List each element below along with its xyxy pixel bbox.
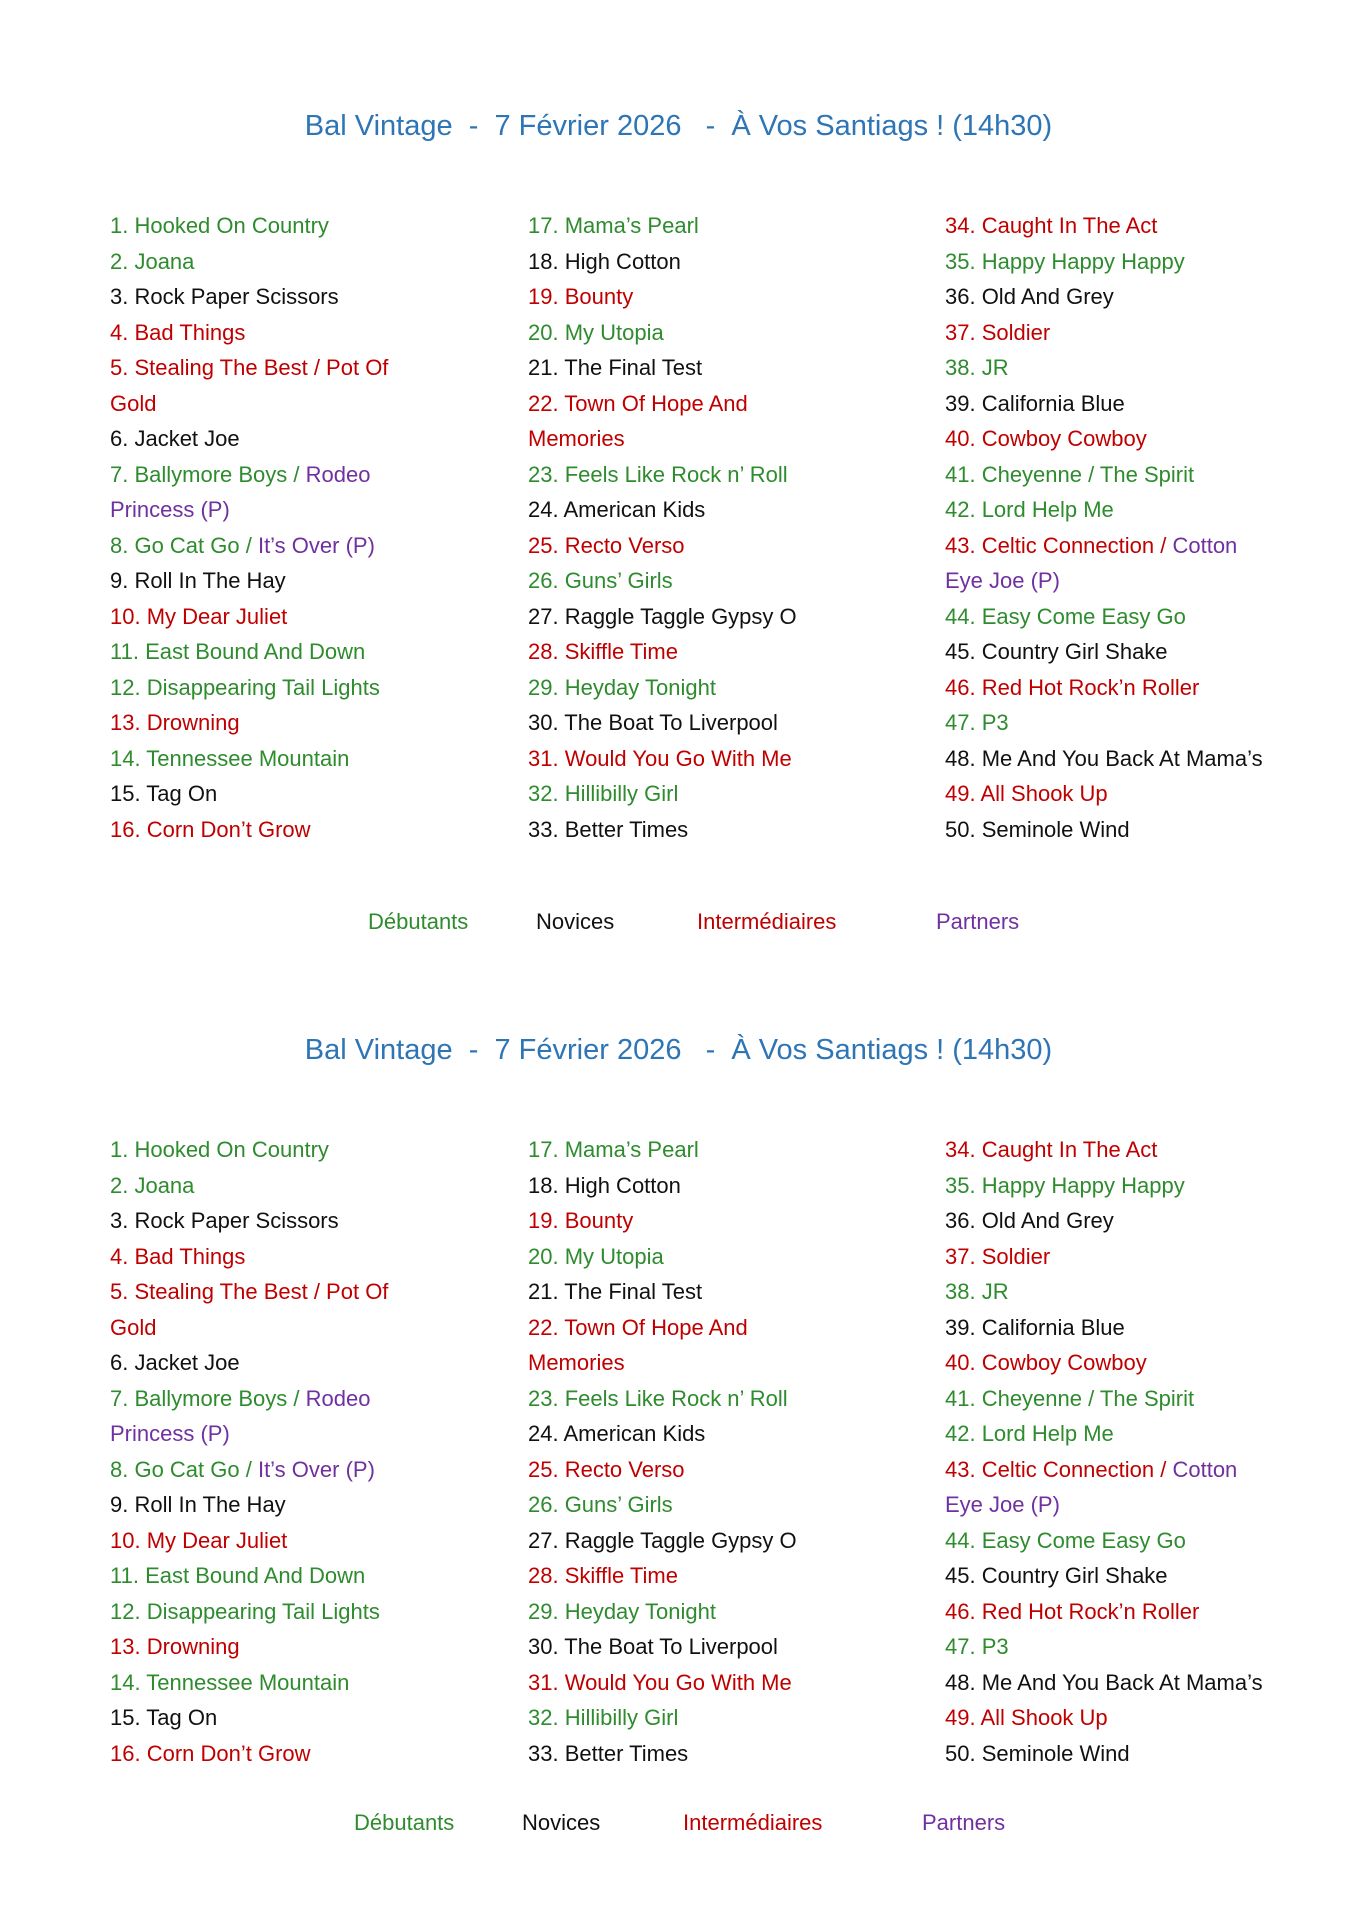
song-line: 48. Me And You Back At Mama’s [945, 1669, 1263, 1695]
legend-intermediaires: Intermédiaires [697, 909, 837, 934]
song-line: 13. Drowning [110, 710, 240, 735]
song-line: 45. Country Girl Shake [945, 639, 1168, 664]
song-line: 35. Happy Happy Happy [945, 248, 1185, 274]
song-line: 42. Lord Help Me [945, 497, 1114, 522]
song-line: 26. Guns’ Girls [528, 1492, 673, 1517]
song-line: 14. Tennessee Mountain [110, 1669, 350, 1695]
song-line: 10. My Dear Juliet [110, 1527, 288, 1553]
song-line: 34. Caught In The Act [945, 1137, 1158, 1162]
song-column-1 [110, 1132, 410, 1771]
song-line: 39. California Blue [945, 1314, 1125, 1340]
song-part-2: Cotton [1172, 1456, 1238, 1482]
song-part-2: Rodeo [305, 1385, 371, 1411]
song-column-3 [945, 1132, 1285, 1771]
song-line: 30. The Boat To Liverpool [528, 1634, 778, 1659]
song-line: 37. Soldier [945, 319, 1051, 345]
song-line: 4. Bad Things [110, 1243, 246, 1269]
song-line: 12. Disappearing Tail Lights [110, 1598, 380, 1624]
song-part-2: It’s Over (P) [257, 1456, 375, 1482]
song-line: 20. My Utopia [528, 1243, 664, 1269]
song-line: 17. Mama’s Pearl [528, 213, 699, 238]
song-line: 6. Jacket Joe [110, 1350, 240, 1375]
song-line: 50. Seminole Wind [945, 816, 1130, 842]
song-line: 21. The Final Test [528, 355, 703, 380]
song-line: Princess (P) [110, 497, 230, 522]
song-line: 25. Recto Verso [528, 532, 685, 558]
song-line: 36. Old And Grey [945, 1208, 1114, 1233]
song-part-2: It’s Over (P) [257, 532, 375, 558]
song-line: 17. Mama’s Pearl [528, 1137, 699, 1162]
song-line: 41. Cheyenne / The Spirit [945, 1385, 1195, 1411]
page-title: Bal Vintage - 7 Février 2026 - À Vos Santiags ! (14h30) [304, 1034, 1053, 1066]
song-line: Gold [110, 1314, 157, 1340]
song-line: 50. Seminole Wind [945, 1740, 1130, 1766]
song-line: 13. Drowning [110, 1634, 240, 1659]
song-line: 42. Lord Help Me [945, 1421, 1114, 1446]
song-line: Eye Joe (P) [945, 568, 1060, 593]
song-line: 33. Better Times [528, 1740, 689, 1766]
song-line: 31. Would You Go With Me [528, 1669, 792, 1695]
song-line: 2. Joana [110, 1172, 195, 1198]
legend-partners: Partners [936, 909, 1020, 934]
song-line: Eye Joe (P) [945, 1492, 1060, 1517]
song-line: 28. Skiffle Time [528, 1563, 678, 1588]
song-line: 29. Heyday Tonight [528, 674, 716, 700]
song-line: 11. East Bound And Down [110, 1563, 366, 1588]
song-part-1: 43. Celtic Connection / [945, 1456, 1173, 1482]
song-line: 27. Raggle Taggle Gypsy O [528, 603, 797, 629]
song-line: 23. Feels Like Rock n’ Roll [528, 1385, 788, 1411]
song-line: 1. Hooked On Country [110, 1137, 329, 1162]
song-line: 9. Roll In The Hay [110, 568, 286, 593]
song-line: 18. High Cotton [528, 248, 681, 274]
song-line: 20. My Utopia [528, 319, 664, 345]
song-part-1: 43. Celtic Connection / [945, 532, 1173, 558]
song-line: 47. P3 [945, 1634, 1009, 1659]
song-line: 12. Disappearing Tail Lights [110, 674, 380, 700]
song-part-1: 7. Ballymore Boys / [110, 1385, 306, 1411]
song-line: 40. Cowboy Cowboy [945, 426, 1147, 451]
song-line: 23. Feels Like Rock n’ Roll [528, 461, 788, 487]
song-line: 40. Cowboy Cowboy [945, 1350, 1147, 1375]
song-line [110, 1381, 410, 1417]
song-line: 49. All Shook Up [945, 1705, 1108, 1730]
song-line: 9. Roll In The Hay [110, 1492, 286, 1517]
song-line: 30. The Boat To Liverpool [528, 710, 778, 735]
song-line: 46. Red Hot Rock’n Roller [945, 674, 1200, 700]
song-line: 34. Caught In The Act [945, 213, 1158, 238]
song-line: 37. Soldier [945, 1243, 1051, 1269]
song-part-1: 8. Go Cat Go / [110, 532, 258, 558]
song-line: 48. Me And You Back At Mama’s [945, 745, 1263, 771]
song-line: 4. Bad Things [110, 319, 246, 345]
song-line: 21. The Final Test [528, 1279, 703, 1304]
song-line: 38. JR [945, 1279, 1009, 1304]
song-part-1: 8. Go Cat Go / [110, 1456, 258, 1482]
song-line: 5. Stealing The Best / Pot Of [110, 355, 389, 380]
legend-novices: Novices [522, 1810, 601, 1835]
song-line: 19. Bounty [528, 284, 634, 309]
song-line: 44. Easy Come Easy Go [945, 603, 1186, 629]
song-line: 24. American Kids [528, 497, 706, 522]
song-line: 44. Easy Come Easy Go [945, 1527, 1186, 1553]
song-line: 16. Corn Don’t Grow [110, 816, 311, 842]
song-line: Memories [528, 1350, 625, 1375]
song-line: 15. Tag On [110, 781, 218, 806]
song-line: 11. East Bound And Down [110, 639, 366, 664]
song-column-2 [528, 1132, 828, 1771]
song-line: 38. JR [945, 355, 1009, 380]
song-line: 24. American Kids [528, 1421, 706, 1446]
song-line: 22. Town Of Hope And [528, 1314, 748, 1340]
song-line: 22. Town Of Hope And [528, 390, 748, 416]
song-line: 49. All Shook Up [945, 781, 1108, 806]
song-part-1: 7. Ballymore Boys / [110, 461, 306, 487]
song-line: 19. Bounty [528, 1208, 634, 1233]
song-line: 29. Heyday Tonight [528, 1598, 716, 1624]
song-line: 25. Recto Verso [528, 1456, 685, 1482]
song-line: 2. Joana [110, 248, 195, 274]
legend-novices: Novices [536, 909, 615, 934]
song-line: 39. California Blue [945, 390, 1125, 416]
song-part-2: Cotton [1172, 532, 1238, 558]
song-line: 47. P3 [945, 710, 1009, 735]
song-line: 15. Tag On [110, 1705, 218, 1730]
song-line: 27. Raggle Taggle Gypsy O [528, 1527, 797, 1553]
legend-partners: Partners [922, 1810, 1006, 1835]
song-line: 36. Old And Grey [945, 284, 1114, 309]
song-line [110, 1452, 410, 1488]
song-line: 28. Skiffle Time [528, 639, 678, 664]
song-line: 45. Country Girl Shake [945, 1563, 1168, 1588]
song-line: 33. Better Times [528, 816, 689, 842]
song-line: 46. Red Hot Rock’n Roller [945, 1598, 1200, 1624]
song-part-2: Rodeo [305, 461, 371, 487]
legend-debutants: Débutants [368, 909, 469, 934]
song-line: 3. Rock Paper Scissors [110, 284, 339, 309]
song-line: Princess (P) [110, 1421, 230, 1446]
song-line: 6. Jacket Joe [110, 426, 240, 451]
song-line: 32. Hillibilly Girl [528, 781, 679, 806]
song-line: 14. Tennessee Mountain [110, 745, 350, 771]
song-line: 32. Hillibilly Girl [528, 1705, 679, 1730]
song-line: 18. High Cotton [528, 1172, 681, 1198]
page-title: Bal Vintage - 7 Février 2026 - À Vos Santiags ! (14h30) [304, 110, 1053, 142]
song-line: 31. Would You Go With Me [528, 745, 792, 771]
song-line: 3. Rock Paper Scissors [110, 1208, 339, 1233]
song-line [945, 1452, 1285, 1488]
song-line: Gold [110, 390, 157, 416]
song-line: 26. Guns’ Girls [528, 568, 673, 593]
song-line: 35. Happy Happy Happy [945, 1172, 1185, 1198]
song-line: 16. Corn Don’t Grow [110, 1740, 311, 1766]
legend-intermediaires: Intermédiaires [683, 1810, 823, 1835]
song-line: 41. Cheyenne / The Spirit [945, 461, 1195, 487]
song-line: 10. My Dear Juliet [110, 603, 288, 629]
legend-debutants: Débutants [354, 1810, 455, 1835]
song-line: 1. Hooked On Country [110, 213, 329, 238]
song-line: Memories [528, 426, 625, 451]
song-line: 5. Stealing The Best / Pot Of [110, 1279, 389, 1304]
